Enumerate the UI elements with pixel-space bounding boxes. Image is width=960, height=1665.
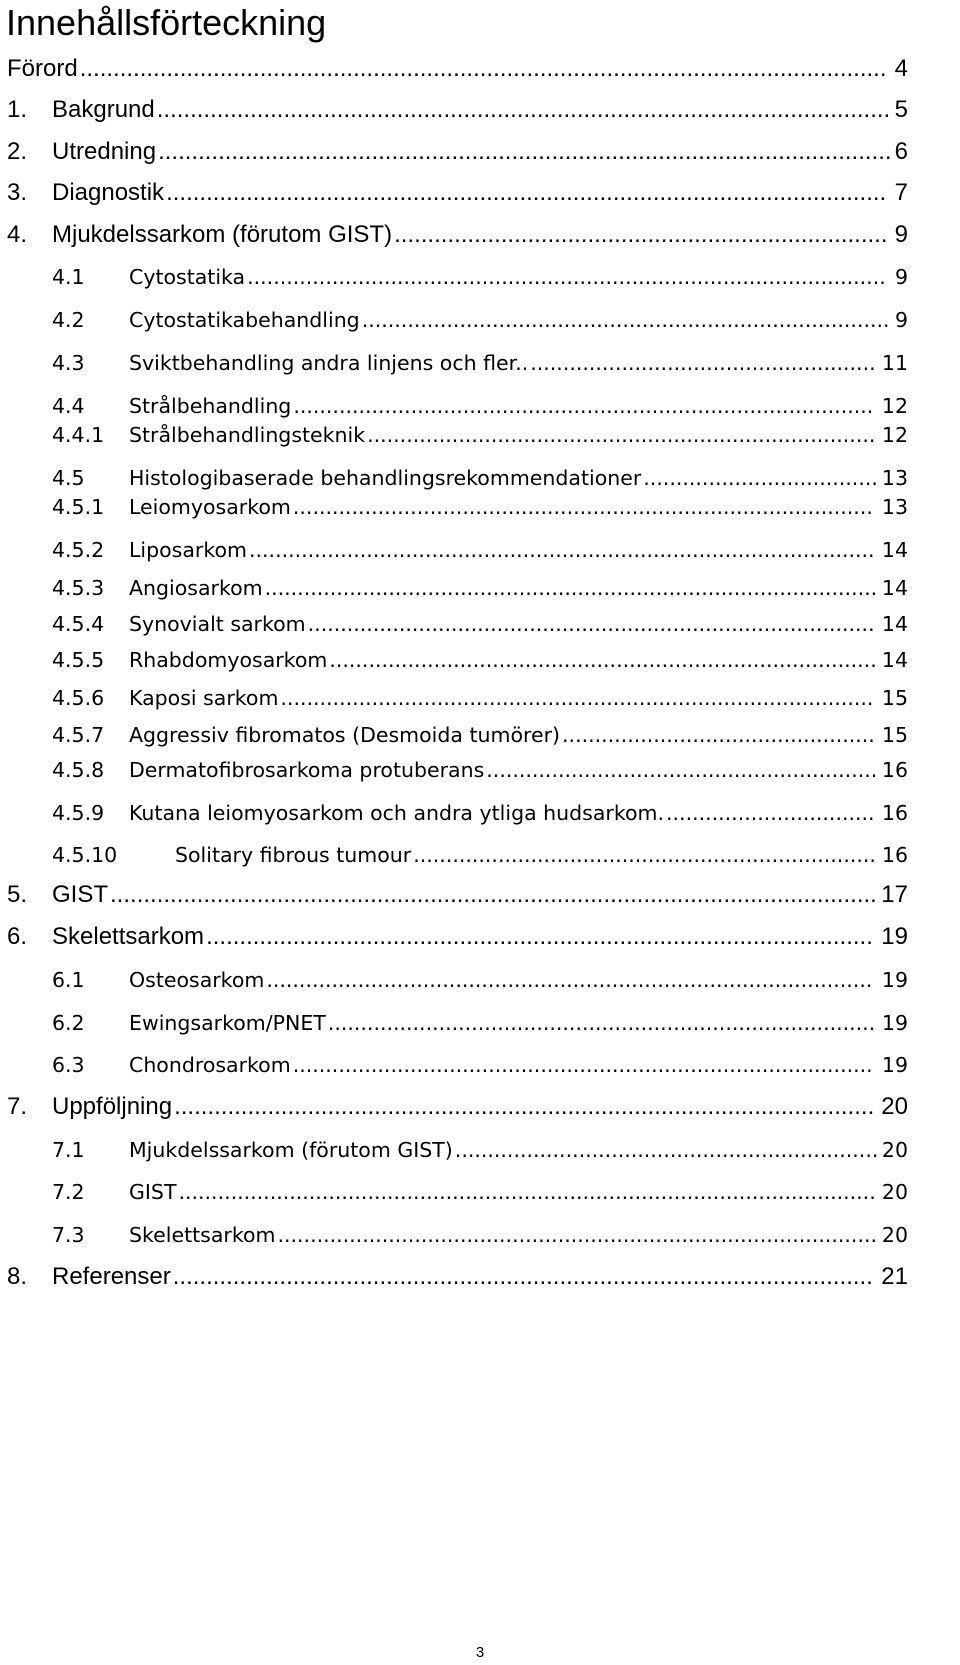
toc-entry-title: Solitary fibrous tumour (175, 843, 412, 867)
toc-entry-page: 20 (881, 1180, 908, 1204)
toc-entry-number: 4.1 (52, 265, 85, 289)
toc-entry-title: Utredning (52, 138, 157, 165)
toc-entry[interactable] (0, 922, 960, 952)
dot-leader: ................................................................................................ (249, 538, 875, 562)
toc-entry-title: Mjukdelssarkom (förutom GIST) (52, 221, 393, 248)
toc-entry-page: 21 (881, 1263, 908, 1290)
toc-entry-page: 12 (881, 394, 908, 418)
toc-entry[interactable] (0, 755, 960, 785)
toc-entry-page: 20 (881, 1093, 908, 1120)
toc-entry-title: Aggressiv fibromatos (Desmoida tumörer) (129, 723, 561, 747)
dot-leader: ................................................ (562, 723, 875, 747)
toc-entry-title: Mjukdelssarkom (förutom GIST) (129, 1138, 453, 1162)
toc-entry[interactable] (0, 645, 960, 675)
toc-entry-title: Cytostatika (129, 265, 246, 289)
dot-leader: ......................................................................................... (293, 394, 874, 418)
toc-entry[interactable] (0, 391, 960, 421)
toc-entry[interactable] (0, 1008, 960, 1038)
toc-entry-title: Skelettsarkom (129, 1223, 276, 1247)
toc-entry-title: GIST (52, 881, 109, 908)
toc-entry[interactable] (0, 1050, 960, 1080)
toc-entry-number: 5. (7, 881, 28, 908)
toc-entry-page: 16 (881, 758, 908, 782)
dot-leader: ........................................................................................... (280, 686, 874, 710)
toc-entry-number: 4.5 (52, 466, 85, 490)
dot-leader: ................................................................. (454, 1138, 879, 1162)
toc-entry-title: Dermatofibrosarkoma protuberans (129, 758, 485, 782)
dot-leader: ..................................................... (530, 351, 876, 375)
toc-entry[interactable] (0, 798, 960, 828)
toc-entry-page: 19 (881, 1011, 908, 1035)
dot-leader: .............................................................................................................. (156, 96, 891, 123)
toc-entry-title: Angiosarkom (129, 576, 263, 600)
dot-leader: ....................................................................................... (307, 612, 875, 636)
dot-leader: ......................................................................................................... (174, 1093, 875, 1120)
toc-entry-title: Osteosarkom (129, 968, 265, 992)
toc-entry-page: 16 (881, 843, 908, 867)
toc-entry-number: 4.5.6 (52, 686, 105, 710)
toc-entry-page: 14 (881, 648, 908, 672)
toc-entry-page: 4 (894, 55, 908, 82)
toc-entry-title: Ewingsarkom/PNET (129, 1011, 326, 1035)
toc-entry[interactable] (0, 220, 960, 250)
toc-entry-page: 19 (881, 1053, 908, 1077)
toc-entry-number: 4.5.5 (52, 648, 105, 672)
toc-entry[interactable] (0, 880, 960, 910)
toc-entry-number: 4. (7, 221, 28, 248)
toc-entry-number: 8. (7, 1263, 28, 1290)
toc-entry[interactable] (0, 492, 960, 522)
toc-entry-number: 2. (7, 138, 28, 165)
dot-leader: ......................................................................................... (292, 495, 873, 519)
toc-entry-number: 7.3 (52, 1223, 85, 1247)
dot-leader: ............................................................................................................ (166, 179, 887, 206)
toc-entry-title: Kaposi sarkom (129, 686, 279, 710)
toc-entry[interactable] (0, 137, 960, 167)
dot-leader: .................................... (643, 466, 878, 490)
toc-entry-page: 5 (894, 96, 908, 123)
toc-entry-title: Synovialt sarkom (129, 612, 306, 636)
dot-leader: ............................................................ (486, 758, 878, 782)
toc-entry-number: 6.1 (52, 968, 85, 992)
toc-entry-number: 4.5.1 (52, 495, 105, 519)
toc-entry-page: 7 (894, 179, 908, 206)
toc-entry-number: 4.5.9 (52, 801, 105, 825)
dot-leader: .......................................................................... (394, 221, 888, 248)
toc-entry-title: Rhabdomyosarkom (129, 648, 328, 672)
dot-leader: ......................................................................................... (292, 1053, 873, 1077)
toc-entry[interactable] (0, 1220, 960, 1250)
toc-entry-number: 4.2 (52, 308, 85, 332)
toc-entry-page: 20 (881, 1138, 908, 1162)
toc-entry-page: 9 (894, 308, 908, 332)
toc-entry-page: 14 (881, 612, 908, 636)
toc-entry-page: 13 (881, 495, 908, 519)
dot-leader: .............................................................................. (367, 423, 876, 447)
dot-leader: ................................................................................. (361, 308, 890, 332)
toc-entry[interactable] (0, 420, 960, 450)
dot-leader: ......................................................................................................................... (79, 55, 887, 82)
toc-entry-number: 7.1 (52, 1138, 85, 1162)
toc-entry[interactable] (0, 305, 960, 335)
toc-entry-number: 1. (7, 96, 28, 123)
toc-entry[interactable] (0, 840, 960, 870)
toc-entry-page: 9 (894, 265, 908, 289)
toc-entry-page: 16 (881, 801, 908, 825)
dot-leader: .................................................................................................... (206, 923, 873, 950)
toc-entry-number: 4.5.2 (52, 538, 105, 562)
toc-entry-title: Sviktbehandling andra linjens och fler.. (129, 351, 529, 375)
toc-entry[interactable] (0, 1092, 960, 1122)
dot-leader: ............................................................................................ (277, 1223, 877, 1247)
toc-entry[interactable] (0, 1177, 960, 1207)
toc-entry-title: Cytostatikabehandling (129, 308, 360, 332)
toc-entry-page: 11 (881, 351, 908, 375)
toc-entry[interactable] (0, 965, 960, 995)
toc-entry[interactable] (0, 95, 960, 125)
dot-leader: .............................................................................................................. (158, 138, 892, 165)
toc-entry-number: 3. (7, 179, 28, 206)
dot-leader: .................................................................................... (329, 648, 877, 672)
toc-entry-page: 19 (881, 923, 908, 950)
toc-entry-page: 20 (881, 1223, 908, 1247)
toc-entry-number: 4.4.1 (52, 423, 105, 447)
dot-leader: ................................ (666, 801, 875, 825)
toc-entry[interactable] (0, 1262, 960, 1292)
toc-heading: Innehållsförteckning (6, 2, 327, 43)
toc-entry-title: Liposarkom (129, 538, 247, 562)
dot-leader: ........................................................................................................... (178, 1180, 876, 1204)
toc-entry-number: 4.3 (52, 351, 85, 375)
toc-entry-number: 6. (7, 923, 28, 950)
toc-entry-title: Bakgrund (52, 96, 155, 123)
toc-entry-title: Strålbehandling (129, 394, 292, 418)
toc-entry-number: 4.5.10 (52, 843, 118, 867)
toc-entry-page: 19 (881, 968, 908, 992)
dot-leader: .................................................................................................. (247, 265, 886, 289)
toc-entry-number: 4.4 (52, 394, 85, 418)
toc-entry-title: Histologibaserade behandlingsrekommendationer (129, 466, 642, 490)
toc-entry[interactable] (0, 683, 960, 713)
toc-entry-page: 14 (881, 576, 908, 600)
toc-entry-number: 6.2 (52, 1011, 85, 1035)
toc-entry[interactable] (0, 720, 960, 750)
toc-entry-page: 13 (881, 466, 908, 490)
toc-entry-title: Referenser (52, 1263, 171, 1290)
dot-leader: ................................................................................................................... (110, 881, 877, 908)
dot-leader: .............................................................................................. (264, 576, 878, 600)
toc-entry[interactable] (0, 348, 960, 378)
toc-entry-page: 9 (894, 221, 908, 248)
toc-entry-number: 7.2 (52, 1180, 85, 1204)
toc-entry-number: 4.5.8 (52, 758, 105, 782)
dot-leader: .................................................................................... (327, 1011, 876, 1035)
toc-entry[interactable] (0, 54, 960, 84)
page-number: 3 (475, 1644, 485, 1661)
toc-entry-title: Strålbehandlingsteknik (129, 423, 366, 447)
toc-entry-page: 15 (881, 686, 908, 710)
toc-entry[interactable] (0, 573, 960, 603)
toc-entry[interactable] (0, 262, 960, 292)
dot-leader: ......................................................................................................... (172, 1263, 873, 1290)
toc-entry-number: 6.3 (52, 1053, 85, 1077)
toc-entry[interactable] (0, 609, 960, 639)
toc-entry-title: Leiomyosarkom (129, 495, 291, 519)
toc-entry-number: 7. (7, 1093, 28, 1120)
toc-entry[interactable] (0, 535, 960, 565)
toc-entry-title: Uppföljning (52, 1093, 173, 1120)
toc-entry-page: 14 (881, 538, 908, 562)
toc-entry-title: GIST (129, 1180, 177, 1204)
toc-entry[interactable] (0, 463, 960, 493)
toc-entry-title: Skelettsarkom (52, 923, 205, 950)
toc-entry-number: 4.5.7 (52, 723, 105, 747)
dot-leader: ............................................................................................. (266, 968, 873, 992)
toc-entry-title: Förord (7, 55, 78, 82)
toc-entry-title: Diagnostik (52, 179, 165, 206)
toc-entry-page: 6 (894, 138, 908, 165)
toc-entry-page: 12 (881, 423, 908, 447)
dot-leader: ....................................................................... (413, 843, 876, 867)
toc-entry-number: 4.5.3 (52, 576, 105, 600)
toc-entry-title: Chondrosarkom (129, 1053, 291, 1077)
toc-entry-page: 15 (881, 723, 908, 747)
toc-entry-number: 4.5.4 (52, 612, 105, 636)
toc-entry-page: 17 (881, 881, 908, 908)
toc-entry-title: Kutana leiomyosarkom och andra ytliga hudsarkom. (129, 801, 665, 825)
toc-entry[interactable] (0, 178, 960, 208)
toc-entry[interactable] (0, 1135, 960, 1165)
